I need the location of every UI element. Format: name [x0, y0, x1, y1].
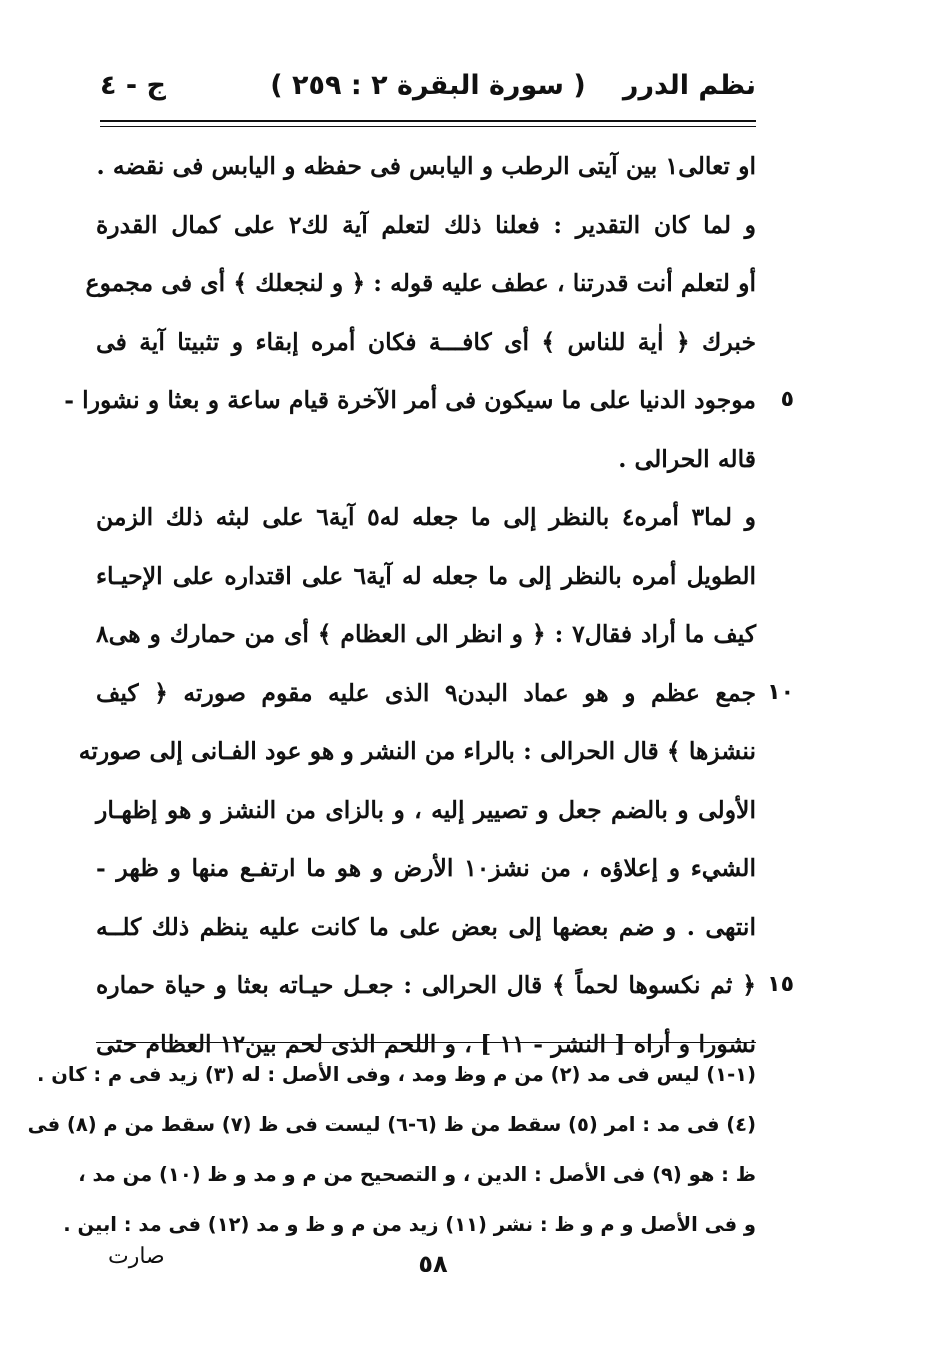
- text-line: [96, 664, 794, 723]
- line-number: ٥: [780, 387, 794, 412]
- text-line: [96, 137, 756, 196]
- text-line-content: خبرك ﴿ اٰية للناس ﴾ أى كافـــة فكان أمره إبقاء و تثبيتا آية فى: [96, 327, 756, 356]
- text-line: [96, 547, 756, 606]
- text-line: [96, 605, 756, 664]
- line-number: ١٥: [767, 972, 794, 997]
- text-line-content: ﴿ ثم نكسوها لحماً ﴾ قال الحرالى : جعـل حيـاته بعثا و حياة حماره: [96, 971, 756, 999]
- surah-reference: ( سورة البقرة ٢ : ٢٥٩ ): [270, 70, 586, 101]
- text-line-content: و لما كان التقدير : فعلنا ذلك لتعلم آية لك٢ على كمال القدرة: [96, 210, 756, 239]
- volume-number: ج - ٤: [100, 70, 166, 101]
- text-line-content: الأولى و بالضم جعل و تصيير إليه ، و بالزاى من النشز و هو إظهـار: [96, 795, 756, 824]
- footnote-separator: [96, 1042, 756, 1043]
- text-line-content: موجود الدنيا على ما سيكون فى أمر الآخرة قيام ساعة و بعثا و نشورا -: [64, 386, 756, 414]
- text-line: [96, 956, 794, 1015]
- text-line-content: او تعالى١ بين آيتى الرطب و اليابس فى حفظه و اليابس فى نقضه .: [96, 152, 756, 180]
- text-line-content: قاله الحرالى .: [618, 444, 756, 473]
- text-line-content: نشورا و أراه [ النشر - ١١ ] ، و اللحم الذى لحم بين١٢ العظام حتى: [96, 1029, 757, 1058]
- text-line-content: أو لتعلم أنت قدرتنا ، عطف عليه قوله : ﴿ و لنجعلك ﴾ أى فى مجموع: [85, 269, 756, 297]
- text-line-content: و لما٣ أمره٤ بالنظر إلى ما جعله له٥ آية٦ على لبثه ذلك الزمن: [96, 503, 756, 531]
- footnote-line: و فى الأصل و م و ظ : نشر (١١) زيد من م و ظ و مد (١٢) فى مد : ابين .: [63, 1213, 756, 1236]
- header-rule-thin: [100, 126, 756, 127]
- text-line-content: الطويل أمره بالنظر إلى ما جعله له آية٦ على اقتداره على الإحيـاء: [96, 561, 757, 590]
- footnote-line: ظ : هو (٩) فى الأصل : الدين ، و التصحيح من م و مد و ظ (١٠) من مد ،: [78, 1163, 756, 1186]
- text-line: [85, 254, 756, 313]
- text-line: [96, 196, 756, 255]
- text-line-content: ننشزها ﴾ قال الحرالى : بالراء من النشر و هو عود الفـانى إلى صورته: [78, 737, 756, 765]
- text-line: [78, 722, 756, 781]
- text-line-content: جمع عظم و هو عماد البدن٩ الذى عليه مقوم صورته ﴿ كيف: [96, 678, 756, 707]
- header-rule: [100, 120, 756, 122]
- text-line: [96, 781, 756, 840]
- text-line-content: الشيء و إعلاؤه ، من نشز١٠ الأرض و هو ما ارتفـع منها و ظهر -: [96, 854, 756, 882]
- text-line: [96, 313, 756, 372]
- running-header: [100, 62, 756, 118]
- footnote-line: (١-١) ليس فى مد (٢) من م وظ ومد ، وفى الأصل : له (٣) زيد فى م : كان .: [37, 1063, 756, 1086]
- footnotes: [27, 1050, 756, 1250]
- text-line: [64, 371, 794, 430]
- footnote-line: (٤) فى مد : امر (٥) سقط من ظ (٦-٦) ليست فى ظ (٧) سقط من م (٨) فى: [27, 1113, 756, 1136]
- main-text: [64, 137, 794, 1073]
- text-line-content: انتهى . و ضم بعضها إلى بعض على ما كانت عليه ينظم ذلك كلــه: [96, 912, 756, 941]
- line-number: ١٠: [767, 679, 794, 705]
- text-line: [96, 430, 756, 489]
- text-line: [96, 839, 756, 898]
- text-line: [96, 898, 756, 957]
- text-line-content: كيف ما أراد فقال٧ : ﴿ و انظر الى العظام ﴾ أى من حمارك و هى٨: [96, 620, 757, 648]
- text-line: [96, 488, 756, 547]
- page-number: ٥٨: [418, 1250, 448, 1278]
- book-title: نظم الدرر: [622, 70, 756, 101]
- catchword: صارت: [108, 1244, 165, 1269]
